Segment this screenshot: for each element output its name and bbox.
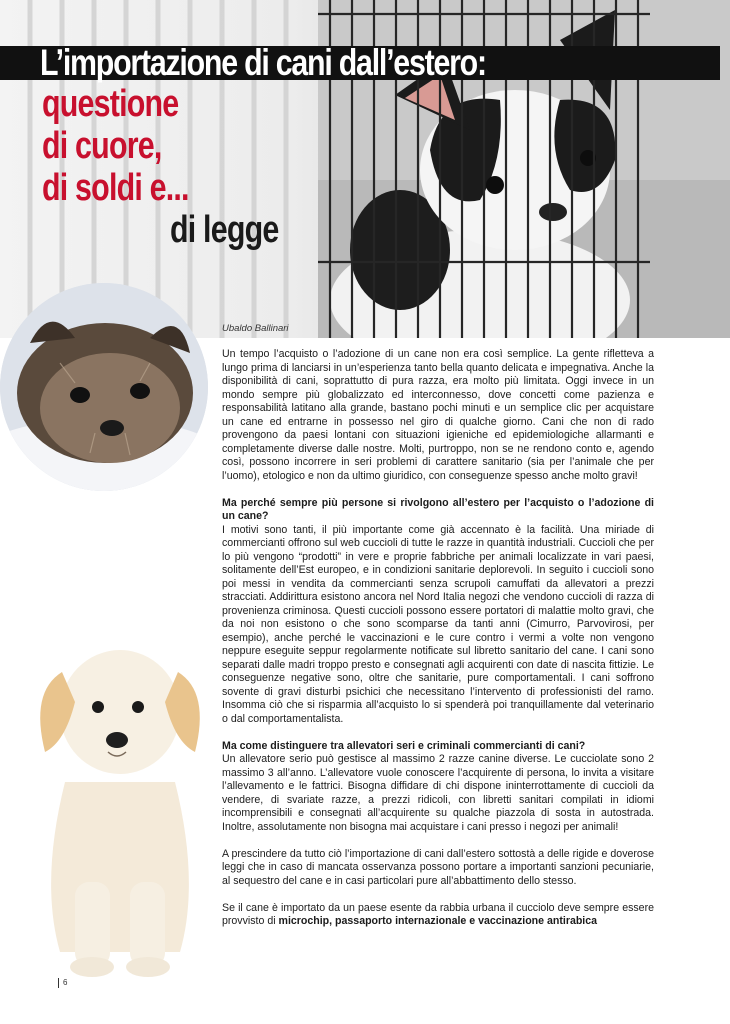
subtitle-line-3: di soldi e... <box>42 167 189 209</box>
paragraph-4-bold: microchip, passaporto internazionale e vaccinazione antirabica <box>278 915 598 927</box>
yorkie-puppy-photo <box>0 283 208 491</box>
section-answer-2: Un allevatore serio può gestisce al massimo 2 razze canine diverse. Le cucciolate sono 2 massimo 3 all’anno. L’allevatore vuole conoscere l’acquirente di persona, lo invita a visitare l’allevamento e le fattrici. Bisogna diffidare di chi dispone ininterrottamente di cuccioli da vendere, di svariate razze, a prezzi ridicoli, con libretti sanitari compilati in idiomi incomprensibili e consegnati all’acquirente su qualche piazzola di sosta in autostrada. Inoltre, assolutamente non bisogna mai acquistare i cani presso i negozi per animali! <box>222 753 654 833</box>
page-number: 6 <box>58 978 67 988</box>
article-paragraph-4 <box>222 902 654 929</box>
paragraph-4-text: Se il cane è importato da un paese esente da rabbia urbana il cucciolo deve sempre essere provvisto di <box>222 901 654 927</box>
article-body <box>222 348 654 942</box>
article-intro: Un tempo l’acquisto o l’adozione di un cane non era così semplice. La gente rifletteva a lungo prima di lanciarsi in un’esperienza tanto bella quanto delicata e impegnativa. Anche la disponibilità di cani, soprattutto di pura razza, era molto più limitata. Oggi invece in un mondo sempre più globalizzato ed interconnesso, dove concetti come pazienza e responsabilità latitano alla grande, bastano pochi minuti e un semplice clic per acquistare un cane ed entrarne in possesso nel giro di qualche giorno. Cani che non di rado provengono da paesi lontani con situazioni igieniche ed epidemiologiche allarmanti e completamente diverse dalle nostre. Molti, purtroppo, non se ne rendono conto e, agendo così, possono incorrere in seri problemi di carattere sanitario (sia per l’animale che per l’uomo), etologico e non da ultimo giuridico, con conseguenze spesso anche molto gravi! <box>222 348 654 482</box>
labrador-puppy-illustration <box>20 632 220 982</box>
section-question-1: Ma perché sempre più persone si rivolgono all’estero per l’acquisto o l’adozione di un cane? <box>222 496 654 522</box>
section-question-2: Ma come distinguere tra allevatori seri e criminali commercianti di cani? <box>222 739 586 752</box>
yorkie-puppy-illustration <box>0 283 208 491</box>
subtitle-line-4: di legge <box>170 209 279 251</box>
page-title: L’importazione di cani dall’estero: <box>40 42 486 83</box>
subtitle-line-1: questione <box>42 83 179 125</box>
article-paragraph-3: A prescindere da tutto ciò l’importazione di cani dall’estero sottostà a delle rigide e doverose leggi che in caso di mancata osservanza possono portare a importanti sanzioni pecuniarie, al sequestro del cane e in casi particolari pure all’abbattimento dello stesso. <box>222 847 654 887</box>
section-answer-1: I motivi sono tanti, il più importante come già accennato è la facilità. Una miriade di commercianti offrono sul web cuccioli di tutte le razze in quantità industriali. Cuccioli che per lo più vengono “prodotti” in vere e proprie fabbriche per animali localizzate in vari paesi, solitamente dell’Est europeo, e in condizioni sanitarie deplorevoli. In seguito i cuccioli sono poi messi in vendita da commercianti senza scrupoli camuffati da allevatori a prezzi stracciati. Addirittura esistono ancora nel Nord Italia negozi che vendono cuccioli di razza di provenienza criminosa. Questi cuccioli possono essere portatori di malattie molto gravi, che da noi non esistono o che sono scomparse da tanti anni (Cimurro, Parvovirosi, per esempio), anche perché le vaccinazioni e le cure contro i vermi a volte non vengono neppure eseguite seppur regolarmente notificate sul libretto sanitario del cane. I cani sono separati dalle madri troppo presto e consegnati agli acquirenti con date di nascita fittizie. Le conseguenze negative sono, oltre che sanitarie, pure comportamentali. I cani soffrono sovente di gravi disturbi psichici che necessitano l’intervento di professionisti del ramo. Insomma ciò che si risparmia all’acquisto lo si spenderà poi tranquillamente dal veterinario o dal comportamentalista. <box>222 523 654 725</box>
subtitle-line-2: di cuore, <box>42 125 162 167</box>
author-byline: Ubaldo Ballinari <box>222 323 289 334</box>
labrador-puppy-photo <box>20 632 220 987</box>
